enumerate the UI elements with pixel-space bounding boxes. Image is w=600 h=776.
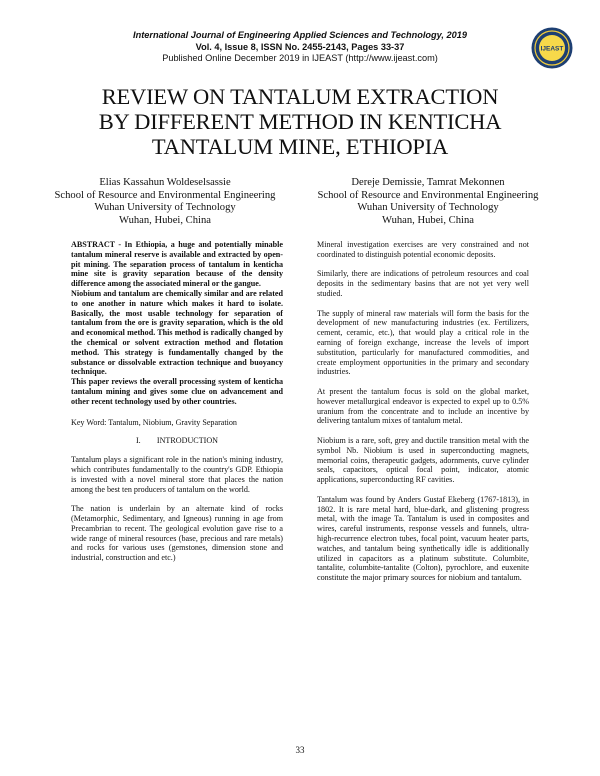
author-university: Wuhan University of Technology: [357, 202, 499, 213]
journal-header: [100, 30, 500, 65]
author-school: School of Resource and Environmental Engineering: [317, 189, 539, 201]
author-name: Dereje Demissie, Tamrat Mekonnen: [351, 177, 505, 188]
author-block-1: [40, 177, 290, 227]
right-column: [317, 240, 529, 593]
section-heading: I. INTRODUCTION: [135, 436, 219, 446]
author-block-2: [303, 177, 553, 227]
body-paragraph: The supply of mineral raw materials will form the basis for the development of new manufacturing industries (ex. Fertilizers, cement, ceramic, etc.), that would play a critical role in the earning of foreign exchange, increase the levels of import substitution, particularly for manufactured commodities, and create employment opportunities in the primary and secondary industries.: [317, 308, 529, 377]
body-paragraph: Tantalum was found by Anders Gustaf Ekeberg (1767-1813), in 1802. It is rare metal hard, blue-dark, and glistening progress metal, with the image Ta. Tantalum is used in composites and wires, careful instruments, response vessels and funnels, ultra-high-recurrence electron tubes, focal point, vacuum heater parts, watches, and tantalum being synthetically idle is additionally utilized in capacitors as a platinum substitute. Columbite, tantalite, columbite-tantalite (Colton), pyrochlore, and euxenite constitute the major primary sources for niobium and tantalum.: [317, 494, 529, 583]
body-paragraph: Similarly, there are indications of petroleum resources and coal deposits in the sedimentary basins that are not yet very well studied.: [317, 269, 529, 298]
title-line: REVIEW ON TANTALUM EXTRACTION: [101, 84, 499, 109]
body-paragraph: Tantalum plays a significant role in the nation's mining industry, which contributes fundamentally to the country's GDP. Ethiopia is invested with a novel mineral store that places the nation among the best ten producers of tantalum on the world.: [71, 455, 283, 494]
abstract-paragraph: This paper reviews the overall processing system of kenticha tantalum mining and gives some clue on advancement and other recent technology used by other countries.: [71, 377, 283, 406]
abstract-paragraph: Niobium and tantalum are chemically similar and are related to one another in nature which makes it hard to isolate. Basically, the most usable technology for separation of tantalum from the ore is gravity separation, which is the old and economical method. This method is radically changed by the chemical or solvent extraction method and flotation method. This strategy is fundamentally changed by the substance or dissolvable extraction technique and buoyancy technique.: [71, 288, 283, 377]
journal-name: International Journal of Engineering Applied Sciences and Technology, 2019: [133, 30, 467, 40]
body-paragraph: The nation is underlain by an alternate kind of rocks (Metamorphic, Sedimentary, and Igneous) running in age from Precambrian to recent. The geological evolution gave rise to a wide range of mineral resources (base, precious and rare metals) and rocks for various uses (gemstones, dimension stone and industrial, construction and etc.): [71, 504, 283, 563]
author-name: Elias Kassahun Woldeselsassie: [99, 177, 231, 188]
keywords: Key Word: Tantalum, Niobium, Gravity Separation: [71, 417, 237, 427]
author-school: School of Resource and Environmental Engineering: [54, 189, 276, 201]
page-number: 33: [295, 745, 305, 755]
author-university: Wuhan University of Technology: [94, 202, 236, 213]
title-line: BY DIFFERENT METHOD IN KENTICHA: [98, 109, 502, 134]
journal-logo-icon: [531, 27, 573, 69]
logo-text: IJEAST: [540, 45, 564, 53]
abstract-paragraph: ABSTRACT - In Ethiopia, a huge and potentially minable tantalum mineral reserve is available and extracted by open-pit mining. The separation process of tantalum in kenticha mine site is gravity separation because of the density difference among the associated mineral or the gangue.: [71, 240, 283, 289]
title-line: TANTALUM MINE, ETHIOPIA: [151, 134, 449, 159]
author-location: Wuhan, Hubei, China: [119, 214, 211, 226]
body-paragraph: At present the tantalum focus is sold on the global market, however metallurgical endeavor is expected to expel up to 0.5% uranium from the concentrate and to include an incentive by delivering tantalum mixes of tantalum metal.: [317, 386, 529, 426]
author-location: Wuhan, Hubei, China: [382, 214, 474, 226]
body-paragraph: Mineral investigation exercises are very constrained and not coordinated to distinguish potential economic deposits.: [317, 240, 529, 259]
publication-info: Published Online December 2019 in IJEAST (http://www.ijeast.com): [162, 53, 438, 63]
volume-info: Vol. 4, Issue 8, ISSN No. 2455-2143, Pages 33-37: [195, 41, 405, 52]
body-paragraph: Niobium is a rare, soft, grey and ductile transition metal with the symbol Nb. Niobium is used in superconducting magnets, memorial coins, therapeutic gadgets, adornments, curve cylinder seals, capacitors, optical focal point, indicator, atomic applications, superconducting RF cavities.: [317, 435, 529, 485]
left-column: [71, 240, 283, 573]
paper-title: [60, 84, 540, 159]
